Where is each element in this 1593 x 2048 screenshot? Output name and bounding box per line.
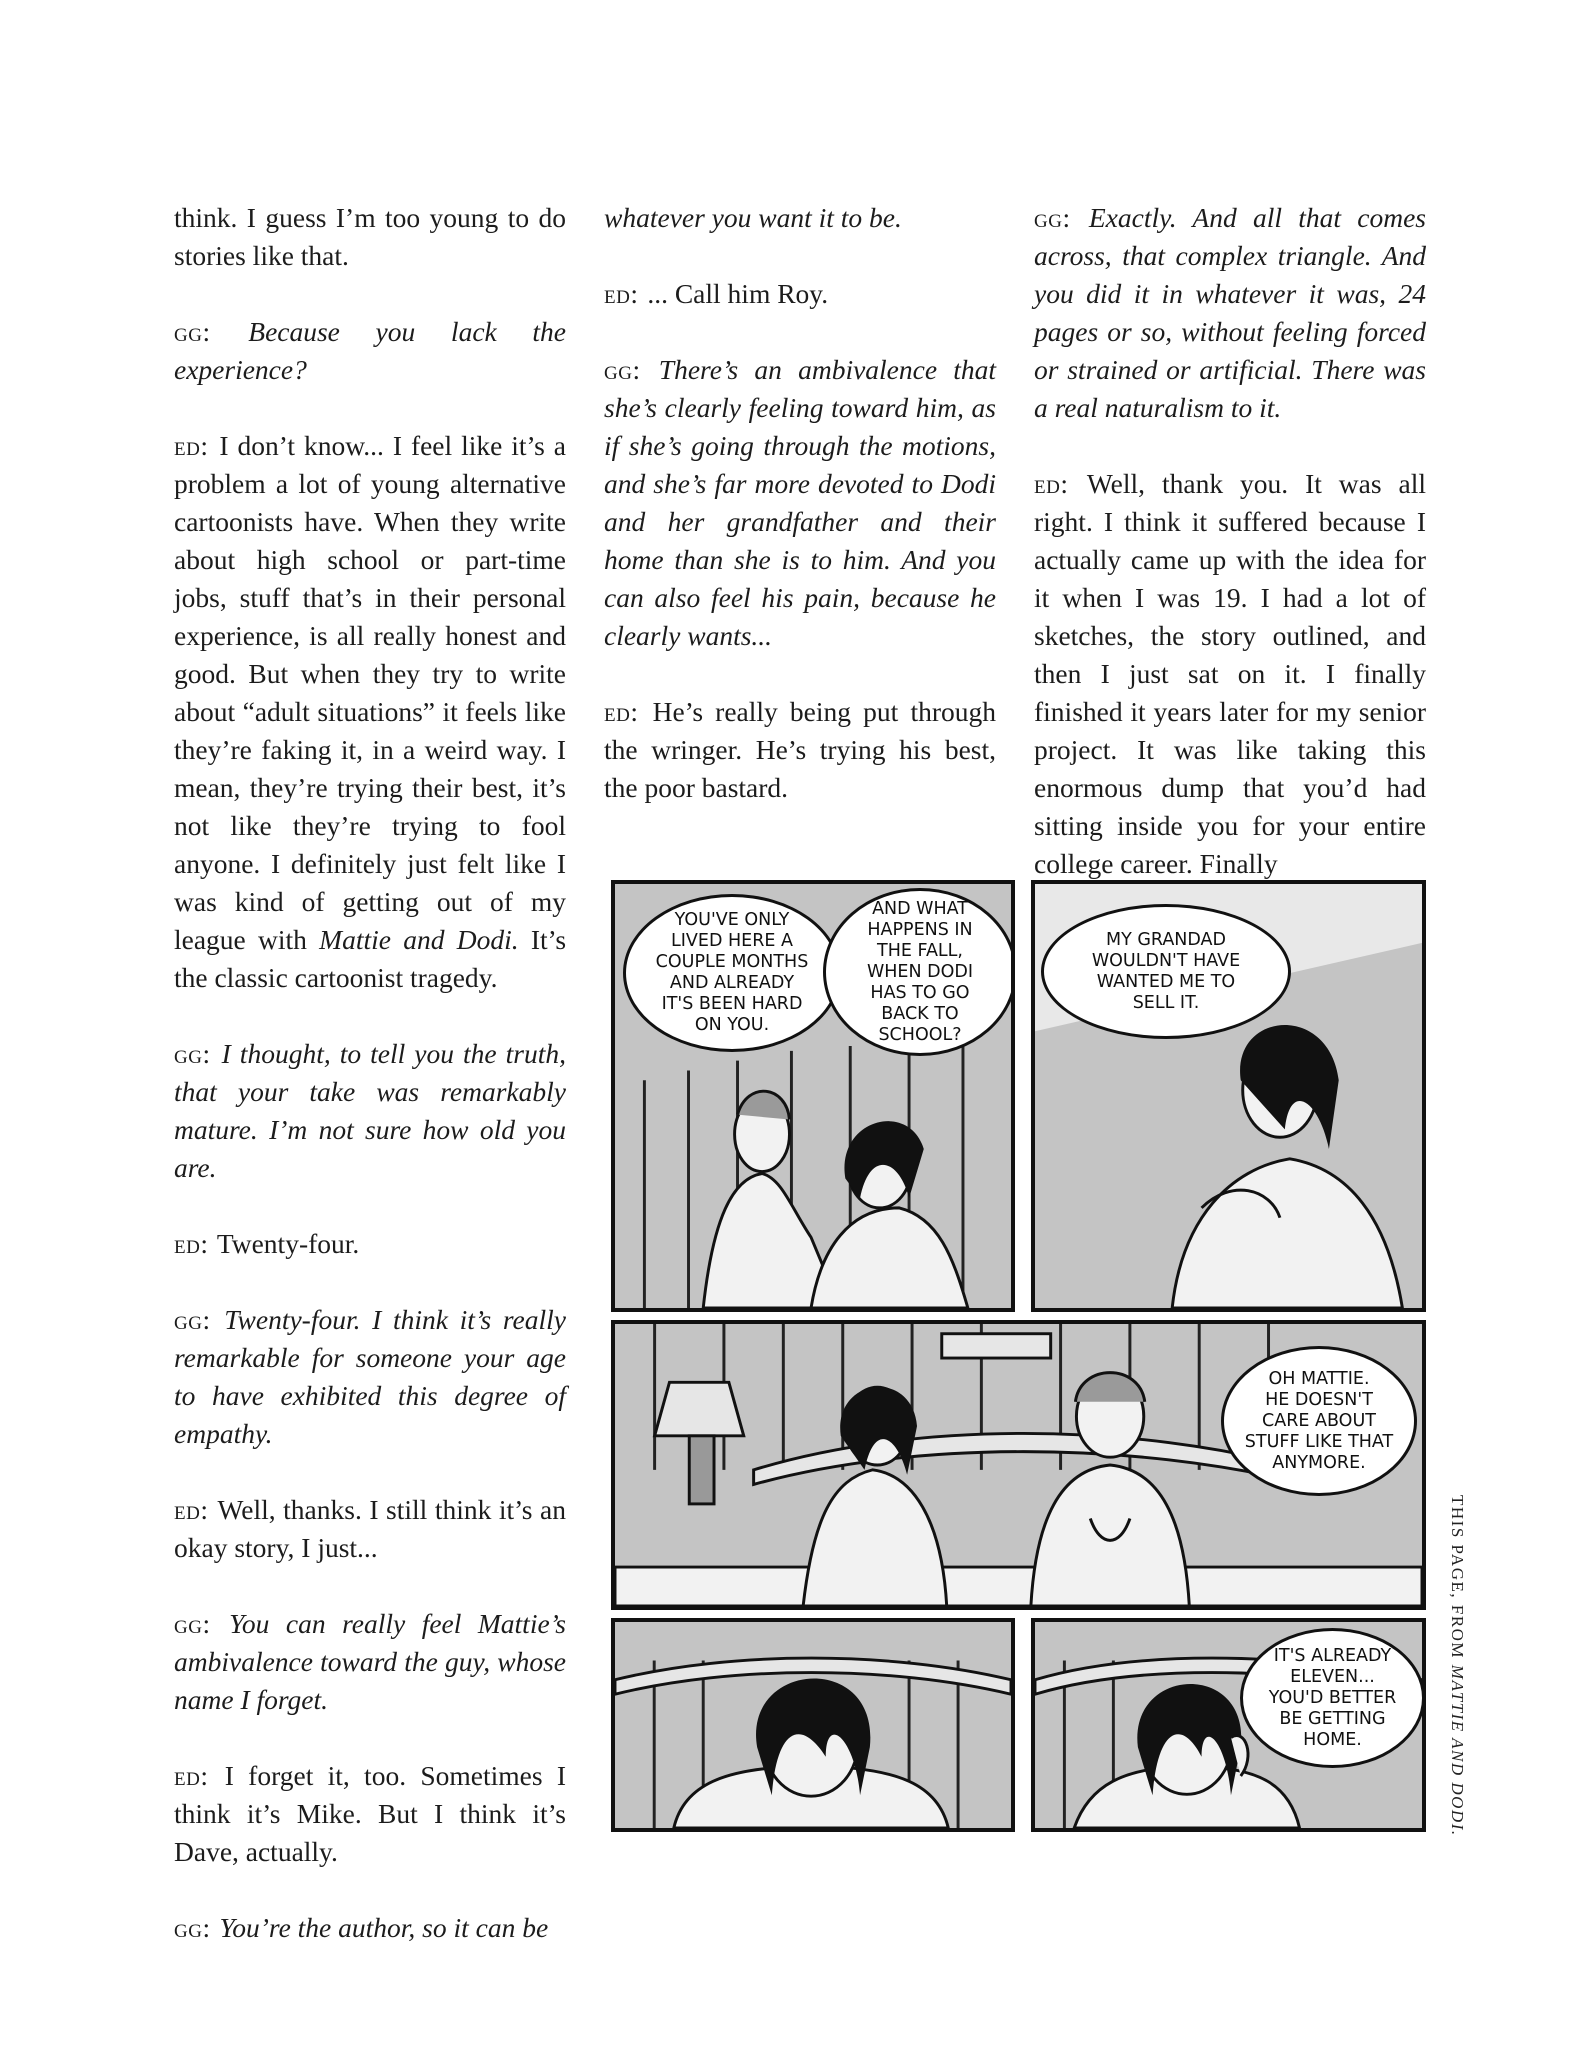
- paragraph: ed: I don’t know... I feel like it’s a problem a lot of young alternative cartoonists have. When they write about high school or part-time jobs, stuff that’s in their personal experience, is all really honest and good. But when they try to write about “adult situations” it feels like they’re faking it, in a weird way. I mean, they’re trying their best, it’s not like they’re trying to fool anyone. I definitely just felt like I was kind of getting out of my league with Mattie and Dodi. It’s the classic cartoonist tragedy.: [174, 430, 567, 993]
- speaker-tag: ed:: [174, 1228, 209, 1259]
- speaker-tag: ed:: [1034, 468, 1069, 499]
- speaker-tag: gg:: [174, 1304, 211, 1335]
- speech-bubble: AND WHAT HAPPENS IN THE FALL, WHEN DODI HAS TO GO BACK TO SCHOOL?: [823, 888, 1015, 1056]
- comic-panel-4: [611, 1618, 1015, 1832]
- paragraph: gg: You’re the author, so it can be: [174, 1912, 549, 1943]
- paragraph: whatever you want it to be.: [604, 202, 902, 233]
- paragraph: gg: There’s an ambivalence that she’s clearly feeling toward him, as if she’s going through the motions, and she’s far more devoted to Dodi and her grandfather and their home than she is to him. And you can also feel his pain, because he clearly wants...: [604, 354, 997, 651]
- speaker-tag: ed:: [174, 1494, 209, 1525]
- paragraph: ed: I forget it, too. Sometimes I think it’s Mike. But I think it’s Dave, actually.: [174, 1760, 567, 1867]
- comic-strip: [611, 880, 1426, 1832]
- paragraph: gg: Twenty-four. I think it’s really remarkable for someone your age to have exhibited this degree of empathy.: [174, 1304, 567, 1449]
- text-column-3: [1034, 199, 1426, 883]
- speech-bubble: IT'S ALREADY ELEVEN... YOU'D BETTER BE GETTING HOME.: [1240, 1628, 1425, 1768]
- comic-panel-2: [1031, 880, 1426, 1312]
- paragraph: ed: He’s really being put through the wringer. He’s trying his best, the poor bastard.: [604, 696, 997, 803]
- comic-panel-1: [611, 880, 1015, 1312]
- comic-panel-5: [1031, 1618, 1426, 1832]
- speaker-tag: gg:: [174, 316, 211, 347]
- speaker-tag: gg:: [1034, 202, 1071, 233]
- speaker-tag: gg:: [174, 1912, 211, 1943]
- speech-bubble: MY GRANDAD WOULDN'T HAVE WANTED ME TO SELL IT.: [1041, 904, 1291, 1039]
- paragraph: gg: Because you lack the experience?: [174, 316, 566, 385]
- paragraph: gg: You can really feel Mattie’s ambivalence toward the guy, whose name I forget.: [174, 1608, 566, 1715]
- paragraph: ed: Well, thanks. I still think it’s an okay story, I just...: [174, 1494, 566, 1563]
- paragraph: ed: Twenty-four.: [174, 1228, 360, 1259]
- paragraph: gg: I thought, to tell you the truth, that your take was remarkably mature. I’m not sure how old you are.: [174, 1038, 566, 1183]
- speech-bubble: OH MATTIE. HE DOESN'T CARE ABOUT STUFF LIKE THAT ANYMORE.: [1221, 1346, 1417, 1496]
- speaker-tag: ed:: [174, 1760, 209, 1791]
- speaker-tag: ed:: [604, 696, 639, 727]
- speaker-tag: ed:: [174, 430, 209, 461]
- speaker-tag: gg:: [174, 1038, 211, 1069]
- paragraph: ed: ... Call him Roy.: [604, 278, 829, 309]
- speaker-tag: gg:: [174, 1608, 211, 1639]
- paragraph: think. I guess I’m too young to do stories like that.: [174, 202, 566, 271]
- book-title: Mattie and Dodi.: [319, 924, 519, 955]
- speech-bubble: YOU'VE ONLY LIVED HERE A COUPLE MONTHS AND ALREADY IT'S BEEN HARD ON YOU.: [623, 894, 841, 1052]
- paragraph: ed: Well, thank you. It was all right. I think it suffered because I actually came up with the idea for it when I was 19. I had a lot of sketches, the story outlined, and then I just sat on it. I finally finished it years later for my senior project. It was like taking this enormous dump that you’d had sitting inside you for your entire college career. Finally: [1034, 468, 1426, 879]
- speaker-tag: ed:: [604, 278, 639, 309]
- panel-4-art: [615, 1622, 1011, 1828]
- comic-panel-3: [611, 1320, 1426, 1610]
- paragraph: gg: Exactly. And all that comes across, that complex triangle. And you did it in whatever it was, 24 pages or so, without feeling forced or strained or artificial. There was a real naturalism to it.: [1034, 202, 1427, 423]
- speaker-tag: gg:: [604, 354, 641, 385]
- text-column-2: [604, 199, 996, 807]
- text-column-1: [174, 199, 566, 1947]
- image-caption: THIS PAGE, FROM MATTIE AND DODI.: [1448, 1495, 1467, 1837]
